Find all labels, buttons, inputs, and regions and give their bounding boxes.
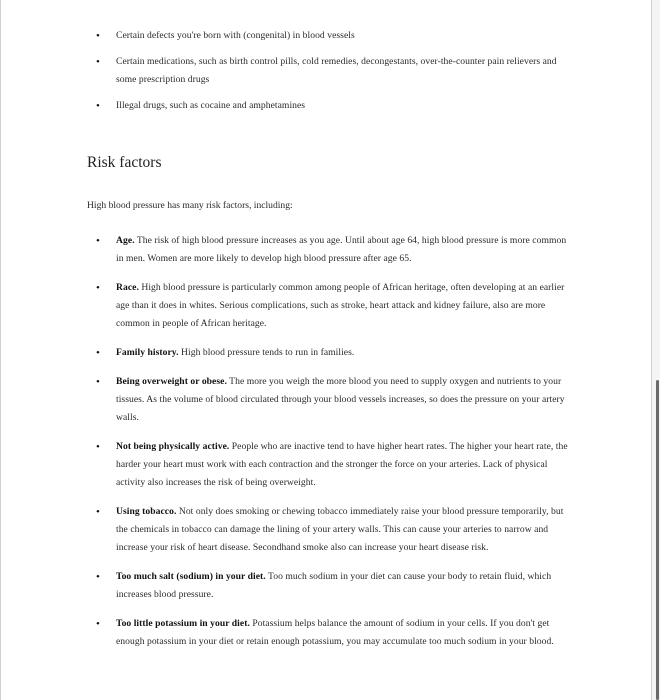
risk-factor-item: [96, 438, 576, 492]
risk-factor-term: Not being physically active.: [116, 441, 230, 452]
risk-factor-item: [96, 279, 576, 333]
risk-factor-term: Race.: [116, 282, 139, 293]
bullet-icon: •: [96, 347, 100, 359]
bullet-icon: •: [96, 235, 100, 247]
risk-factor-text: High blood pressure tends to run in families.: [178, 347, 355, 358]
risk-factor-item: [96, 568, 576, 604]
risk-factor-term: Family history.: [116, 347, 179, 358]
risk-factor-item: [96, 232, 576, 268]
risk-factor-text: People who are inactive tend to have higher heart rates. The higher your heart rate, the harder your heart must work with each contraction and the stronger the force on your arteries. Lack of physical activity also increases the risk of being overweight.: [116, 441, 568, 488]
bullet-icon: •: [96, 376, 100, 388]
list-item-text: Certain defects you're born with (congenital) in blood vessels: [116, 30, 355, 41]
risk-factors-list: [96, 232, 576, 662]
risk-factor-item: [96, 503, 576, 557]
risk-factor-text: The risk of high blood pressure increases as you age. Until about age 64, high blood pressure is more common in men. Women are more likely to develop high blood pressure after age 65.: [116, 235, 567, 264]
list-item: [96, 97, 576, 115]
scrollbar[interactable]: [652, 0, 660, 700]
bullet-icon: •: [96, 618, 100, 630]
risk-factor-item: [96, 344, 576, 362]
risk-factor-term: Being overweight or obese.: [116, 376, 227, 387]
list-item: [96, 53, 576, 89]
bullet-icon: •: [96, 282, 100, 294]
list-item-text: Certain medications, such as birth control pills, cold remedies, decongestants, over-the-counter pain relievers and some prescription drugs: [116, 56, 557, 85]
section-intro: High blood pressure has many risk factors, including:: [87, 200, 293, 211]
list-item-text: Illegal drugs, such as cocaine and amphetamines: [116, 100, 306, 111]
risk-factor-item: [96, 615, 576, 651]
scrollbar-thumb[interactable]: [656, 380, 659, 700]
risk-factor-item: [96, 373, 576, 427]
bullet-icon: •: [96, 506, 100, 518]
causes-list: [96, 27, 576, 123]
risk-factor-text: Not only does smoking or chewing tobacco immediately raise your blood pressure temporarily, but the chemicals in tobacco can damage the lining of your artery walls. This can cause your arteries to narrow and increase your risk of heart disease. Secondhand smoke also can increase your heart disease risk.: [116, 506, 564, 553]
risk-factor-text: Potassium helps balance the amount of sodium in your cells. If you don't get enough potassium in your diet or retain enough potassium, you may accumulate too much sodium in your blood.: [116, 618, 554, 647]
risk-factor-term: Age.: [116, 235, 135, 246]
list-item: [96, 27, 576, 45]
risk-factor-text: Too much sodium in your diet can cause your body to retain fluid, which increases blood pressure.: [116, 571, 552, 600]
risk-factor-term: Too little potassium in your diet.: [116, 618, 250, 629]
bullet-icon: •: [96, 100, 100, 112]
bullet-icon: •: [96, 30, 100, 42]
risk-factor-text: The more you weigh the more blood you need to supply oxygen and nutrients to your tissues. As the volume of blood circulated through your blood vessels increases, so does the pressure on your artery walls.: [116, 376, 565, 423]
section-heading: Risk factors: [87, 154, 162, 171]
bullet-icon: •: [96, 56, 100, 68]
bullet-icon: •: [96, 571, 100, 583]
bullet-icon: •: [96, 441, 100, 453]
risk-factor-text: High blood pressure is particularly common among people of African heritage, often developing at an earlier age than it does in whites. Serious complications, such as stroke, heart attack and kidney failure, also are more common in people of African heritage.: [116, 282, 565, 329]
risk-factor-term: Too much salt (sodium) in your diet.: [116, 571, 266, 582]
risk-factor-term: Using tobacco.: [116, 506, 177, 517]
